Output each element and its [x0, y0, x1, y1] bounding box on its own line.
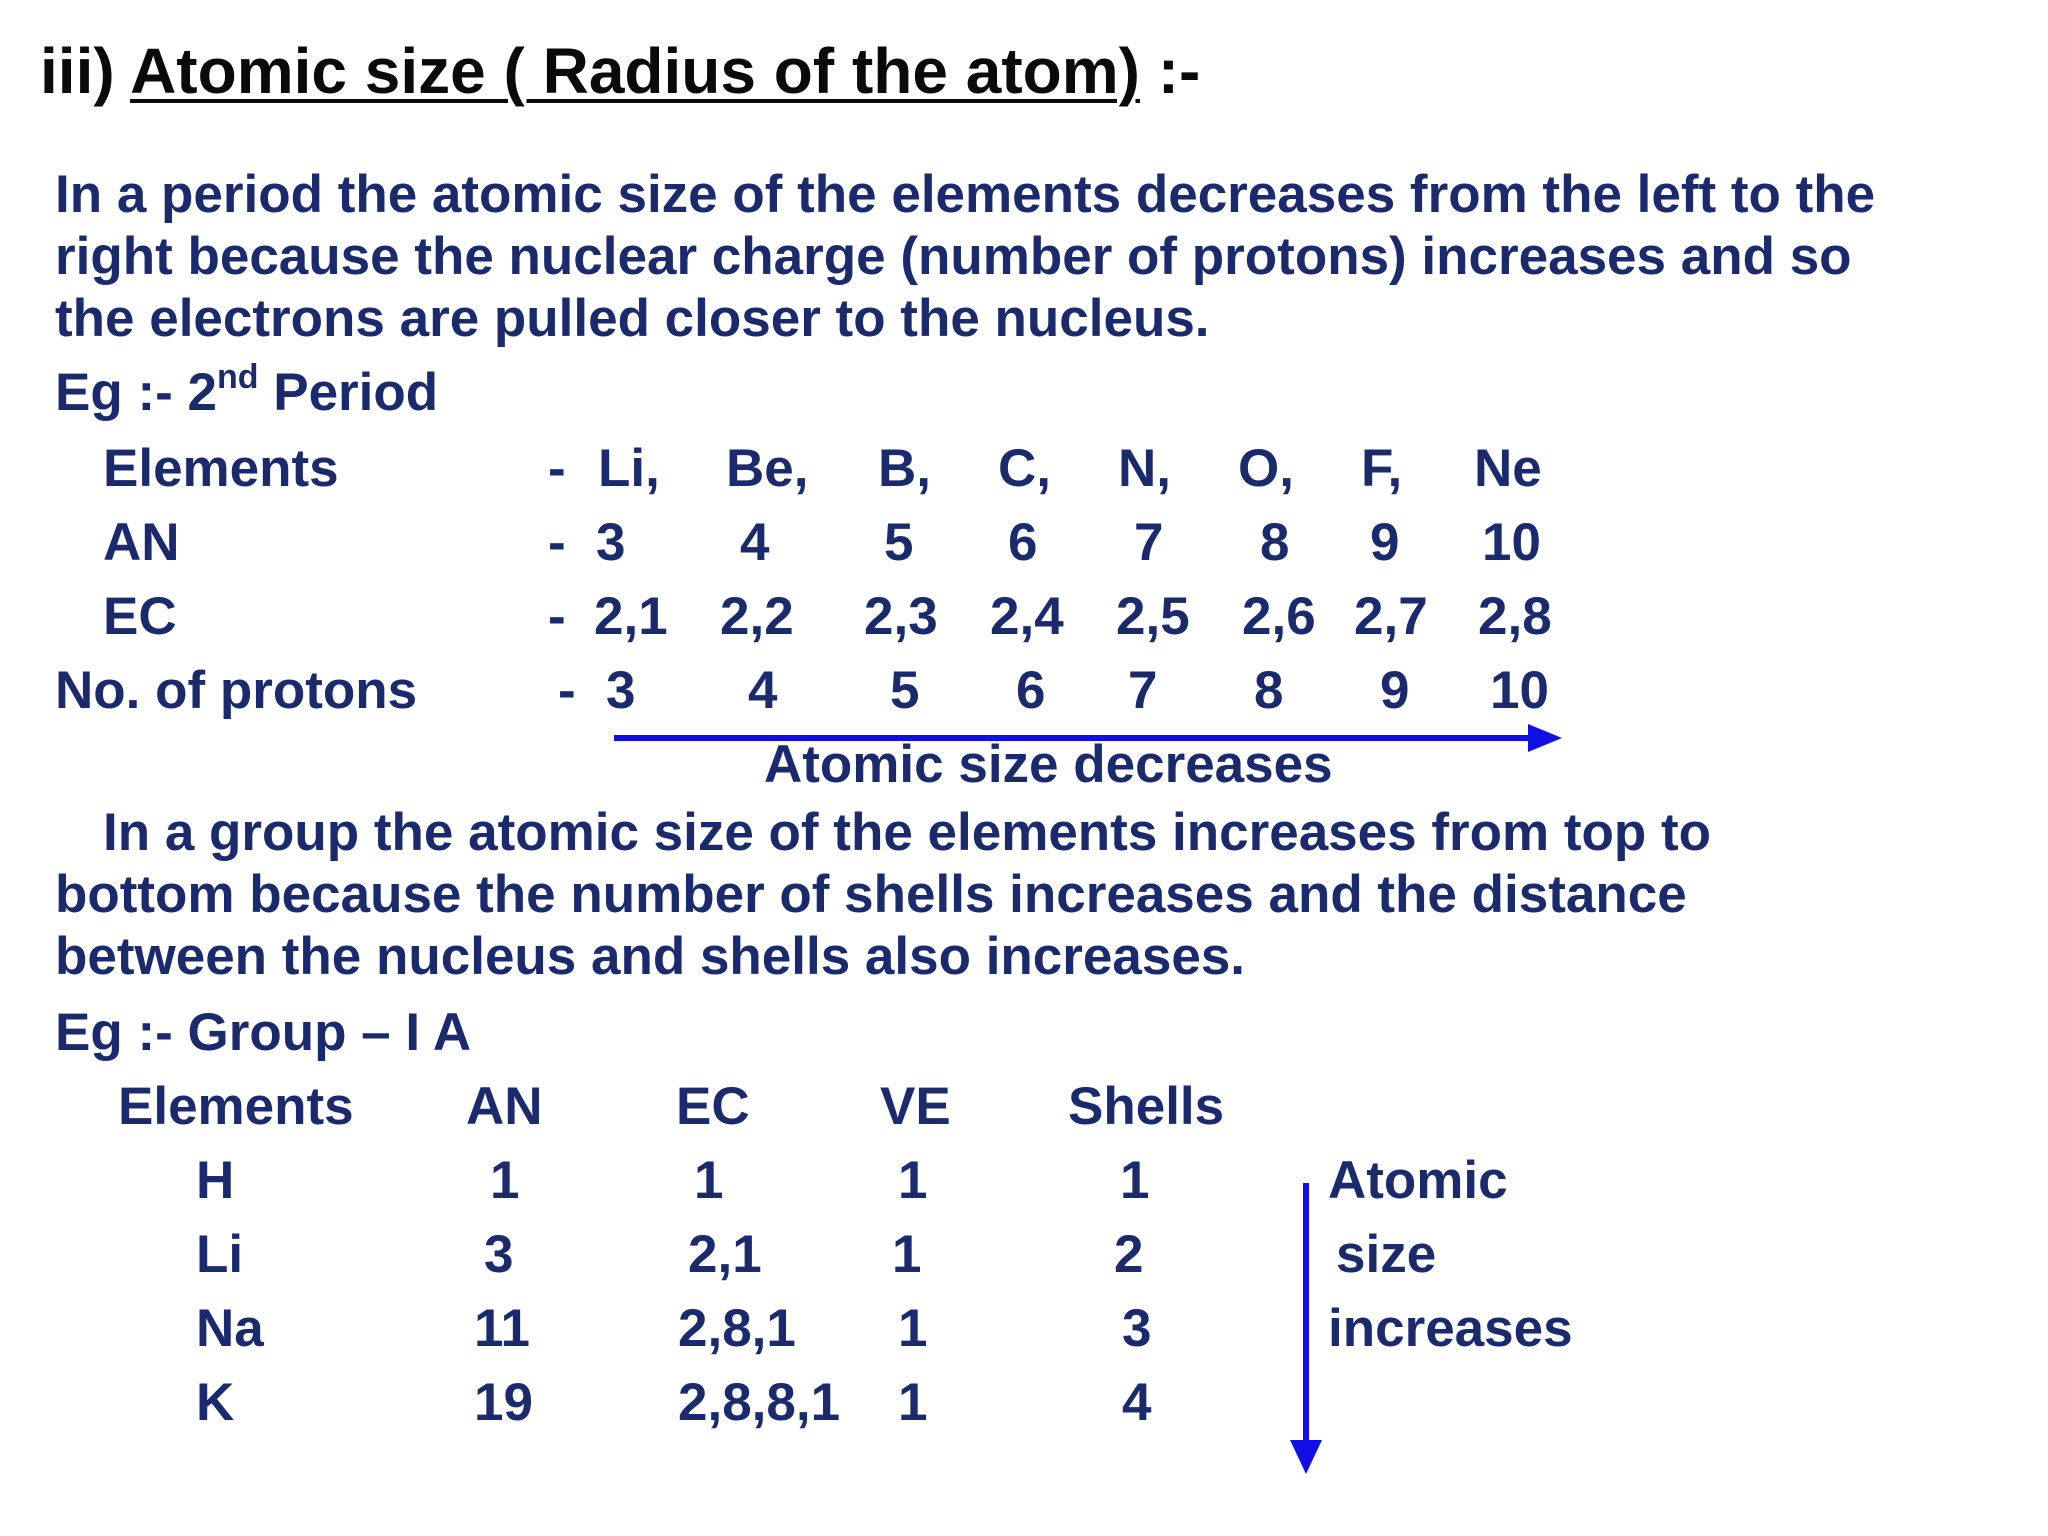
period-element: C, [998, 439, 1051, 498]
period-ec: 2,5 [1116, 587, 1190, 646]
group-cell-ec: 2,1 [688, 1225, 762, 1284]
vertical-arrow [1290, 1183, 1322, 1474]
title-suffix: :- [1157, 35, 1201, 107]
period-protons: 7 [1128, 661, 1158, 720]
period-trend-label: Atomic size decreases [764, 735, 1333, 794]
group-header-elements: Elements [118, 1077, 354, 1136]
period-an: 10 [1482, 513, 1541, 572]
period-ec: 2,7 [1354, 587, 1428, 646]
group-cell-element: K [196, 1373, 235, 1432]
period-element: N, [1118, 439, 1171, 498]
period-protons: 3 [606, 661, 636, 720]
group-cell-ve: 1 [898, 1151, 928, 1210]
group-paragraph-line: between the nucleus and shells also increases. [55, 927, 1246, 986]
period-ec: 2,4 [990, 587, 1064, 646]
group-header-ec: EC [676, 1077, 750, 1136]
period-element: O, [1238, 439, 1294, 498]
group-cell-ec: 2,8,8,1 [678, 1373, 841, 1432]
period-an: 8 [1260, 513, 1290, 572]
group-cell-shells: 1 [1120, 1151, 1150, 1210]
period-protons: 9 [1380, 661, 1410, 720]
group-cell-an: 11 [474, 1299, 531, 1358]
row-dash: - [548, 513, 566, 572]
group-example-label: Eg :- Group – I A [55, 1003, 472, 1062]
row-label-ec: EC [103, 587, 177, 646]
row-dash: - [548, 439, 566, 498]
period-element: F, [1361, 439, 1403, 498]
group-cell-element: Na [196, 1299, 264, 1358]
period-element: Ne [1474, 439, 1542, 498]
group-trend-label: increases [1328, 1299, 1573, 1358]
group-cell-ec: 2,8,1 [678, 1299, 796, 1358]
title-main: Atomic size ( Radius of the atom) [130, 35, 1140, 107]
period-protons: 10 [1490, 661, 1549, 720]
row-label-elements: Elements [103, 439, 339, 498]
period-protons: 4 [748, 661, 778, 720]
period-paragraph-line: right because the nuclear charge (number of protons) increases and so [55, 227, 1852, 286]
group-cell-shells: 2 [1114, 1225, 1144, 1284]
horizontal-arrow-head [1528, 724, 1562, 752]
period-example-prefix: Eg :- 2 [55, 363, 217, 422]
period-protons: 5 [890, 661, 920, 720]
group-cell-an: 19 [474, 1373, 533, 1432]
period-element: Be, [726, 439, 809, 498]
title-prefix: iii) [40, 35, 115, 107]
period-paragraph-line: the electrons are pulled closer to the nucleus. [55, 289, 1210, 348]
period-ec: 2,6 [1242, 587, 1316, 646]
period-element: Li, [598, 439, 660, 498]
group-header-shells: Shells [1068, 1077, 1225, 1136]
group-trend-label: size [1336, 1225, 1437, 1284]
group-cell-element: H [196, 1151, 235, 1210]
period-element: B, [878, 439, 931, 498]
group-cell-ve: 1 [892, 1225, 922, 1284]
period-example-suffix: Period [258, 363, 439, 422]
group-paragraph-line: In a group the atomic size of the elements increases from top to [103, 803, 1711, 862]
period-protons: 8 [1254, 661, 1284, 720]
period-an: 7 [1134, 513, 1164, 572]
group-trend-label: Atomic [1328, 1151, 1508, 1210]
vertical-arrow-head [1290, 1440, 1322, 1474]
group-cell-an: 3 [484, 1225, 514, 1284]
period-paragraph-line: In a period the atomic size of the elements decreases from the left to the [55, 165, 1876, 224]
group-cell-ec: 1 [694, 1151, 724, 1210]
group-cell-ve: 1 [898, 1299, 928, 1358]
period-an: 6 [1008, 513, 1038, 572]
group-cell-shells: 3 [1122, 1299, 1152, 1358]
group-cell-element: Li [196, 1225, 244, 1284]
period-an: 3 [596, 513, 626, 572]
period-an: 4 [740, 513, 770, 572]
group-cell-ve: 1 [898, 1373, 928, 1432]
period-protons: 6 [1016, 661, 1046, 720]
row-dash: - [558, 661, 576, 720]
group-cell-shells: 4 [1122, 1373, 1152, 1432]
group-paragraph [55, 802, 1711, 988]
group-header-an: AN [466, 1077, 543, 1136]
group-paragraph-line: bottom because the number of shells increases and the distance [55, 865, 1687, 924]
period-ec: 2,3 [864, 587, 938, 646]
group-cell-an: 1 [490, 1151, 520, 1210]
period-example-sup: nd [216, 358, 259, 396]
row-dash: - [548, 587, 566, 646]
period-ec: 2,8 [1478, 587, 1552, 646]
row-label-an: AN [103, 513, 180, 572]
period-ec: 2,1 [594, 587, 668, 646]
period-ec: 2,2 [720, 587, 794, 646]
period-an: 5 [884, 513, 914, 572]
period-an: 9 [1370, 513, 1400, 572]
row-label-protons: No. of protons [55, 661, 418, 720]
group-header-ve: VE [880, 1077, 951, 1136]
